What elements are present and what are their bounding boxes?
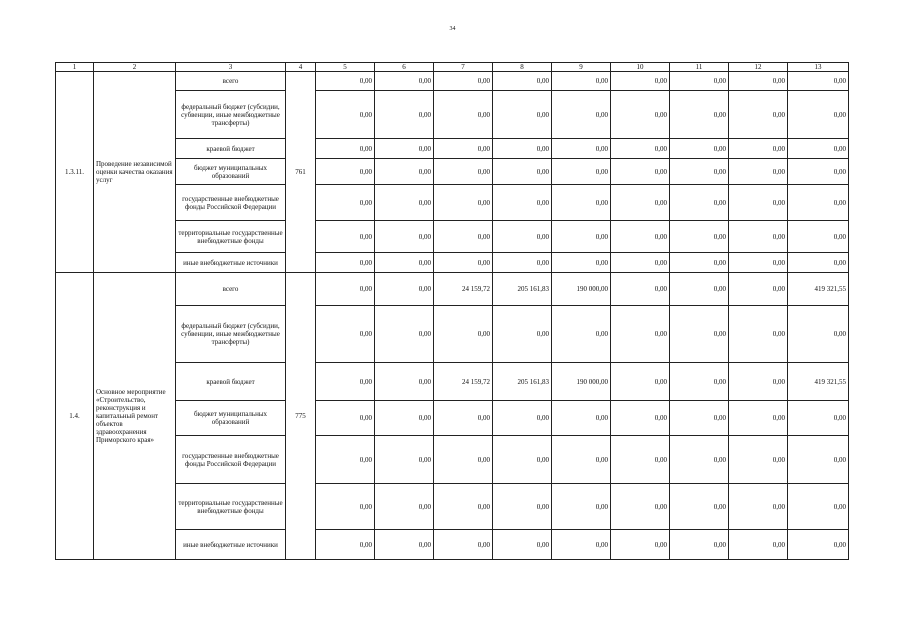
budget-table — [55, 62, 849, 560]
amount-cell: 0,00 — [788, 253, 849, 273]
funding-source: государственные внебюджетные фонды Российской Федерации — [176, 436, 286, 484]
column-header: 13 — [788, 63, 849, 72]
page-number: 34 — [449, 26, 456, 32]
funding-source: территориальные государственные внебюджетные фонды — [176, 221, 286, 253]
amount-cell: 0,00 — [670, 306, 729, 363]
amount-cell: 0,00 — [493, 484, 552, 530]
funding-source: краевой бюджет — [176, 139, 286, 159]
amount-cell: 0,00 — [670, 221, 729, 253]
funding-source: бюджет муниципальных образований — [176, 159, 286, 185]
amount-cell: 0,00 — [788, 221, 849, 253]
amount-cell: 0,00 — [434, 401, 493, 436]
amount-cell: 190 000,00 — [552, 273, 611, 306]
amount-cell: 0,00 — [729, 484, 788, 530]
amount-cell: 0,00 — [375, 91, 434, 139]
column-header: 6 — [375, 63, 434, 72]
amount-cell: 0,00 — [670, 253, 729, 273]
amount-cell: 0,00 — [788, 139, 849, 159]
amount-cell: 0,00 — [552, 306, 611, 363]
amount-cell: 0,00 — [316, 159, 375, 185]
amount-cell: 0,00 — [552, 530, 611, 560]
table-row — [56, 273, 849, 306]
amount-cell: 0,00 — [670, 185, 729, 221]
amount-cell: 0,00 — [729, 401, 788, 436]
amount-cell: 0,00 — [611, 72, 670, 91]
amount-cell: 0,00 — [375, 185, 434, 221]
amount-cell: 0,00 — [493, 401, 552, 436]
amount-cell: 0,00 — [788, 530, 849, 560]
column-header: 1 — [56, 63, 94, 72]
amount-cell: 0,00 — [670, 159, 729, 185]
amount-cell: 0,00 — [316, 363, 375, 401]
amount-cell: 0,00 — [729, 72, 788, 91]
amount-cell: 0,00 — [316, 91, 375, 139]
amount-cell: 0,00 — [316, 530, 375, 560]
amount-cell: 0,00 — [611, 484, 670, 530]
amount-cell: 0,00 — [493, 91, 552, 139]
amount-cell: 0,00 — [788, 72, 849, 91]
amount-cell: 0,00 — [316, 306, 375, 363]
amount-cell: 0,00 — [434, 185, 493, 221]
amount-cell: 0,00 — [552, 185, 611, 221]
funding-source: территориальные государственные внебюджетные фонды — [176, 484, 286, 530]
amount-cell: 0,00 — [493, 253, 552, 273]
amount-cell: 0,00 — [375, 221, 434, 253]
amount-cell: 0,00 — [434, 253, 493, 273]
funding-source: иные внебюджетные источники — [176, 530, 286, 560]
amount-cell: 0,00 — [670, 436, 729, 484]
amount-cell: 0,00 — [670, 484, 729, 530]
amount-cell: 0,00 — [729, 306, 788, 363]
amount-cell: 0,00 — [434, 139, 493, 159]
funding-source: бюджет муниципальных образований — [176, 401, 286, 436]
column-header: 8 — [493, 63, 552, 72]
amount-cell: 0,00 — [788, 401, 849, 436]
amount-cell: 0,00 — [316, 185, 375, 221]
amount-cell: 0,00 — [375, 159, 434, 185]
column-header: 4 — [286, 63, 316, 72]
measure-title: Основное мероприятие «Строительство, реконструкция и капитальный ремонт объектов здравоохранения Приморского края» — [94, 273, 176, 560]
amount-cell: 0,00 — [434, 91, 493, 139]
amount-cell: 0,00 — [316, 253, 375, 273]
amount-cell: 0,00 — [611, 91, 670, 139]
amount-cell: 0,00 — [434, 72, 493, 91]
amount-cell: 190 000,00 — [552, 363, 611, 401]
amount-cell: 0,00 — [670, 72, 729, 91]
funding-source: всего — [176, 273, 286, 306]
amount-cell: 0,00 — [434, 159, 493, 185]
row-index: 1.3.11. — [56, 72, 94, 273]
budget-code: 775 — [286, 273, 316, 560]
amount-cell: 0,00 — [788, 306, 849, 363]
column-header: 5 — [316, 63, 375, 72]
amount-cell: 0,00 — [729, 436, 788, 484]
amount-cell: 0,00 — [670, 91, 729, 139]
amount-cell: 0,00 — [611, 273, 670, 306]
amount-cell: 0,00 — [788, 484, 849, 530]
amount-cell: 0,00 — [375, 363, 434, 401]
amount-cell: 0,00 — [670, 273, 729, 306]
amount-cell: 0,00 — [493, 72, 552, 91]
amount-cell: 0,00 — [552, 484, 611, 530]
amount-cell: 0,00 — [611, 159, 670, 185]
amount-cell: 205 161,83 — [493, 363, 552, 401]
amount-cell: 0,00 — [375, 436, 434, 484]
funding-source: иные внебюджетные источники — [176, 253, 286, 273]
amount-cell: 0,00 — [670, 139, 729, 159]
amount-cell: 0,00 — [552, 253, 611, 273]
amount-cell: 0,00 — [729, 91, 788, 139]
amount-cell: 0,00 — [375, 530, 434, 560]
amount-cell: 0,00 — [316, 273, 375, 306]
amount-cell: 0,00 — [788, 159, 849, 185]
amount-cell: 0,00 — [552, 91, 611, 139]
amount-cell: 0,00 — [611, 530, 670, 560]
column-header: 11 — [670, 63, 729, 72]
funding-source: всего — [176, 72, 286, 91]
amount-cell: 0,00 — [611, 139, 670, 159]
amount-cell: 0,00 — [670, 363, 729, 401]
row-index: 1.4. — [56, 273, 94, 560]
amount-cell: 24 159,72 — [434, 363, 493, 401]
amount-cell: 0,00 — [729, 159, 788, 185]
amount-cell: 0,00 — [375, 401, 434, 436]
amount-cell: 0,00 — [729, 253, 788, 273]
amount-cell: 0,00 — [729, 530, 788, 560]
amount-cell: 0,00 — [375, 306, 434, 363]
funding-source: федеральный бюджет (субсидии, субвенции, иные межбюджетные трансферты) — [176, 91, 286, 139]
amount-cell: 0,00 — [316, 436, 375, 484]
funding-source: федеральный бюджет (субсидии, субвенции, иные межбюджетные трансферты) — [176, 306, 286, 363]
budget-code: 761 — [286, 72, 316, 273]
amount-cell: 0,00 — [552, 401, 611, 436]
amount-cell: 0,00 — [788, 91, 849, 139]
amount-cell: 0,00 — [434, 436, 493, 484]
amount-cell: 0,00 — [552, 221, 611, 253]
funding-source: государственные внебюджетные фонды Российской Федерации — [176, 185, 286, 221]
amount-cell: 0,00 — [611, 185, 670, 221]
amount-cell: 0,00 — [493, 185, 552, 221]
amount-cell: 0,00 — [611, 253, 670, 273]
amount-cell: 0,00 — [729, 221, 788, 253]
amount-cell: 0,00 — [729, 185, 788, 221]
amount-cell: 419 321,55 — [788, 363, 849, 401]
column-header: 2 — [94, 63, 176, 72]
amount-cell: 205 161,83 — [493, 273, 552, 306]
amount-cell: 0,00 — [611, 436, 670, 484]
amount-cell: 0,00 — [493, 306, 552, 363]
amount-cell: 0,00 — [493, 221, 552, 253]
amount-cell: 0,00 — [611, 401, 670, 436]
amount-cell: 0,00 — [729, 363, 788, 401]
table-row — [56, 72, 849, 91]
amount-cell: 0,00 — [670, 401, 729, 436]
amount-cell: 0,00 — [552, 139, 611, 159]
amount-cell: 0,00 — [611, 306, 670, 363]
column-header: 12 — [729, 63, 788, 72]
amount-cell: 0,00 — [729, 139, 788, 159]
amount-cell: 0,00 — [552, 159, 611, 185]
amount-cell: 0,00 — [493, 159, 552, 185]
amount-cell: 0,00 — [729, 273, 788, 306]
amount-cell: 0,00 — [316, 139, 375, 159]
amount-cell: 0,00 — [316, 221, 375, 253]
measure-title: Проведение независимой оценки качества оказания услуг — [94, 72, 176, 273]
amount-cell: 0,00 — [788, 185, 849, 221]
amount-cell: 0,00 — [434, 484, 493, 530]
amount-cell: 0,00 — [493, 139, 552, 159]
amount-cell: 0,00 — [611, 363, 670, 401]
amount-cell: 0,00 — [434, 221, 493, 253]
amount-cell: 0,00 — [375, 72, 434, 91]
amount-cell: 0,00 — [316, 401, 375, 436]
amount-cell: 0,00 — [375, 273, 434, 306]
amount-cell: 0,00 — [493, 436, 552, 484]
amount-cell: 0,00 — [611, 221, 670, 253]
column-header: 3 — [176, 63, 286, 72]
amount-cell: 0,00 — [375, 253, 434, 273]
amount-cell: 0,00 — [316, 484, 375, 530]
amount-cell: 0,00 — [375, 139, 434, 159]
amount-cell: 0,00 — [788, 436, 849, 484]
amount-cell: 419 321,55 — [788, 273, 849, 306]
amount-cell: 0,00 — [434, 306, 493, 363]
amount-cell: 0,00 — [316, 72, 375, 91]
amount-cell: 24 159,72 — [434, 273, 493, 306]
amount-cell: 0,00 — [434, 530, 493, 560]
amount-cell: 0,00 — [375, 484, 434, 530]
amount-cell: 0,00 — [670, 530, 729, 560]
amount-cell: 0,00 — [552, 436, 611, 484]
amount-cell: 0,00 — [493, 530, 552, 560]
amount-cell: 0,00 — [552, 72, 611, 91]
column-header: 10 — [611, 63, 670, 72]
column-header: 9 — [552, 63, 611, 72]
funding-source: краевой бюджет — [176, 363, 286, 401]
header-row — [56, 63, 849, 72]
column-header: 7 — [434, 63, 493, 72]
